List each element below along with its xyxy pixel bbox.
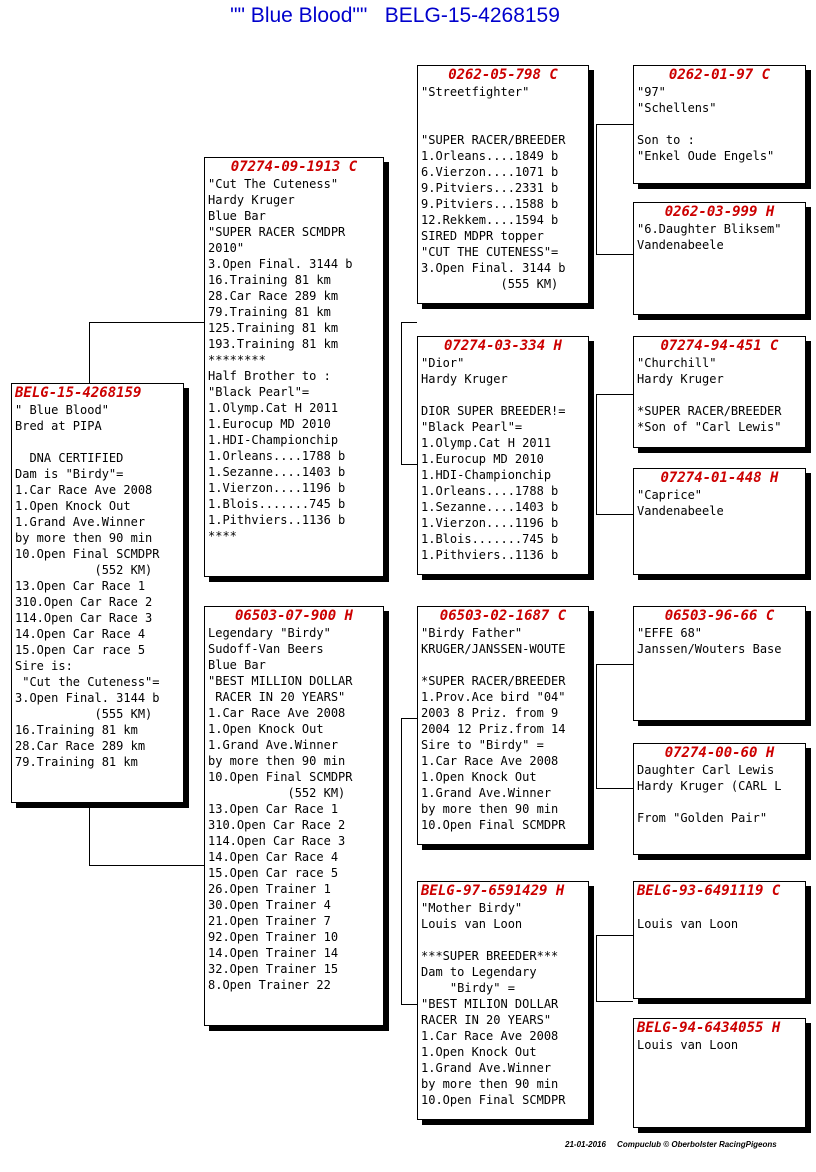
pedigree-card-ddd [633,1018,806,1128]
pedigree-line: (552 KM) [15,563,153,577]
pedigree-line: "Dior" [421,356,465,370]
pedigree-line: 1.Grand Ave.Winner [15,515,146,529]
pedigree-line: "6.Daughter Bliksem" [637,222,782,236]
connector-line [89,865,204,866]
pedigree-line: 1.Car Race Ave 2008 [15,483,153,497]
pedigree-line: 1.Open Knock Out [421,770,537,784]
pedigree-notes [634,1037,805,1053]
connector-line [401,464,417,465]
ring-number: 0262-01-97 C [668,67,771,83]
ring-number: 06503-02-1687 C [439,608,567,624]
pedigree-line [421,387,588,403]
pedigree-line: ***SUPER BREEDER*** [421,949,559,963]
pedigree-line: 1.Blois.......745 b [208,497,346,511]
pedigree-line: 1.Sezanne....1403 b [208,465,346,479]
pedigree-line: 79.Training 81 km [15,755,138,769]
pedigree-line: 13.Open Car Race 1 [15,579,146,593]
pedigree-line: "Churchill" [637,356,717,370]
pedigree-line: Blue Bar [208,209,266,223]
pedigree-line: 12.Rekkem....1594 b [421,213,559,227]
pedigree-line: 1.HDI-Championchip [208,433,339,447]
pedigree-line: Daughter Carl Lewis [637,763,775,777]
pedigree-line: 16.Training 81 km [208,273,331,287]
pedigree-line: "Caprice" [637,488,703,502]
pedigree-notes [634,84,805,164]
pedigree-line: Vandenabeele [637,238,724,252]
pedigree-notes [634,221,805,253]
pedigree-line: Dam is "Birdy"= [15,467,124,481]
pedigree-line: 14.Open Car Race 4 [208,850,339,864]
pedigree-line: 193.Training 81 km [208,337,339,351]
connector-line [596,935,597,1001]
pedigree-notes [418,84,588,292]
connector-line [596,1001,633,1002]
pedigree-card-dam-dam [417,881,589,1120]
pedigree-line: (552 KM) [208,786,346,800]
connector-line [596,124,597,254]
pedigree-line [421,100,588,116]
pedigree-line: 1.Vierzon....1196 b [208,481,346,495]
pedigree-line: RACER IN 20 YEARS" [421,1013,552,1027]
pedigree-line: 3.Open Final. 3144 b [208,257,353,271]
connector-line [89,322,204,323]
connector-line [596,664,597,788]
pedigree-line: Dam to Legendary [421,965,537,979]
pedigree-line: 1.Grand Ave.Winner [421,1061,552,1075]
pedigree-card-sire-sire [417,65,589,304]
pedigree-line: DNA CERTIFIED [15,451,124,465]
pedigree-line: 6.Vierzon....1071 b [421,165,559,179]
pedigree-line: 21.Open Trainer 7 [208,914,331,928]
pedigree-line: "Black Pearl"= [208,385,310,399]
pedigree-card-sire-dam [417,336,589,575]
ring-number: BELG-97-6591429 H [421,883,565,899]
pedigree-line: From "Golden Pair" [637,811,768,825]
pedigree-line: Vandenabeele [637,504,724,518]
pedigree-line: 10.Open Final SCMDPR [15,547,160,561]
connector-line [596,394,633,395]
pedigree-line: 114.Open Car Race 3 [15,611,153,625]
ring-number: BELG-15-4268159 [15,385,142,401]
pedigree-line: 10.Open Final SCMDPR [421,1093,566,1107]
pedigree-card-subject [11,383,184,803]
pedigree-card-sdd [633,468,806,575]
pedigree-line: 32.Open Trainer 15 [208,962,339,976]
connector-line [596,788,633,789]
pedigree-line: 13.Open Car Race 1 [208,802,339,816]
pedigree-line [421,932,588,948]
connector-line [401,718,402,1004]
pedigree-line: 1.Sezanne....1403 b [421,500,559,514]
pedigree-line: *SUPER RACER/BREEDER [421,674,566,688]
pedigree-line: Hardy Kruger [208,193,295,207]
pedigree-card-ssd [633,202,806,315]
pedigree-line: DIOR SUPER BREEDER!= [421,404,566,418]
pedigree-notes [418,625,588,833]
ring-number: 07274-09-1913 C [230,159,358,175]
pedigree-line: "SUPER RACER SCMDPR [208,225,346,239]
pedigree-notes [634,487,805,519]
ring-number: 0262-05-798 C [448,67,558,83]
pedigree-line [637,387,805,403]
pedigree-line: 1.Orleans....1788 b [421,484,559,498]
pedigree-line: "Cut The Cuteness" [208,177,339,191]
pedigree-line: Hardy Kruger [421,372,508,386]
pedigree-line: 30.Open Trainer 4 [208,898,331,912]
pedigree-line: "CUT THE CUTENESS"= [421,245,559,259]
pedigree-line: 10.Open Final SCMDPR [208,770,353,784]
pedigree-line: Son to : [637,133,695,147]
pedigree-line: Hardy Kruger (CARL L [637,779,782,793]
pedigree-line: 15.Open Car race 5 [15,643,146,657]
pedigree-line: 125.Training 81 km [208,321,339,335]
pedigree-line: 1.Olymp.Cat H 2011 [208,401,339,415]
pedigree-line: **** [208,529,237,543]
pedigree-line: 10.Open Final SCMDPR [421,818,566,832]
pedigree-line: 1.HDI-Championchip [421,468,552,482]
pedigree-line: (555 KM) [421,277,559,291]
ring-number: 07274-01-448 H [660,470,779,486]
connector-line [596,124,633,125]
pedigree-card-dds [633,881,806,999]
pedigree-line: Legendary "Birdy" [208,626,331,640]
pedigree-notes [205,625,383,993]
pedigree-line: "97" [637,85,666,99]
pedigree-line: 1.Orleans....1849 b [421,149,559,163]
pedigree-line: 1.Eurocup MD 2010 [208,417,331,431]
pedigree-line [637,794,805,810]
connector-line [596,514,633,515]
pedigree-line: "Birdy Father" [421,626,523,640]
pedigree-line: 3.Open Final. 3144 b [15,691,160,705]
pedigree-line: Half Brother to : [208,369,331,383]
pedigree-line: Louis van Loon [637,1038,739,1052]
connector-line [596,254,633,255]
pedigree-line: Blue Bar [208,658,266,672]
connector-line [89,322,90,384]
pedigree-line: by more then 90 min [208,754,346,768]
connector-line [401,322,402,464]
pedigree-card-sire [204,157,384,577]
pedigree-line: 1.Pithviers..1136 b [421,548,559,562]
pedigree-line: 1.Prov.Ace bird "04" [421,690,566,704]
pedigree-card-dam [204,606,384,1026]
pedigree-line: 9.Pitviers...1588 b [421,197,559,211]
pedigree-line: 28.Car Race 289 km [208,289,339,303]
pedigree-line: SIRED MDPR topper [421,229,544,243]
pedigree-line: 310.Open Car Race 2 [208,818,346,832]
pedigree-line: (555 KM) [15,707,153,721]
pedigree-line [637,116,805,132]
pedigree-line: RACER IN 20 YEARS" [208,690,346,704]
pedigree-line: "SUPER RACER/BREEDER [421,133,566,147]
pedigree-line: 1.Blois.......745 b [421,532,559,546]
pedigree-line: *Son of "Carl Lewis" [637,420,782,434]
pedigree-line: "Enkel Oude Engels" [637,149,775,163]
pedigree-line: "BEST MILION DOLLAR [421,997,559,1011]
pedigree-line: 1.Grand Ave.Winner [421,786,552,800]
pedigree-line: 1.Pithviers..1136 b [208,513,346,527]
pedigree-notes [418,900,588,1108]
pedigree-card-sss [633,65,806,184]
pedigree-line: "Mother Birdy" [421,901,523,915]
pedigree-notes [634,625,805,657]
pedigree-line: 15.Open Car race 5 [208,866,339,880]
pedigree-line: Sire is: [15,659,73,673]
pedigree-line: Sire to "Birdy" = [421,738,544,752]
pedigree-line: "EFFE 68" [637,626,703,640]
pedigree-line: *SUPER RACER/BREEDER [637,404,782,418]
pedigree-line: 1.Grand Ave.Winner [208,738,339,752]
pedigree-line: KRUGER/JANSSEN-WOUTE [421,642,566,656]
ring-number: 07274-00-60 H [664,745,775,761]
pedigree-line: 1.Car Race Ave 2008 [208,706,346,720]
ring-number: 07274-03-334 H [443,338,562,354]
pedigree-line: "Streetfighter" [421,85,530,99]
pedigree-notes [12,402,183,770]
pedigree-notes [634,355,805,435]
pedigree-line: "Schellens" [637,101,717,115]
pedigree-line: 1.Car Race Ave 2008 [421,1029,559,1043]
pedigree-line: by more then 90 min [15,531,153,545]
pedigree-line: " Blue Blood" [15,403,109,417]
pedigree-line: "Birdy" = [421,981,515,995]
pedigree-line: Bred at PIPA [15,419,102,433]
pedigree-line [421,657,588,673]
pedigree-line: Louis van Loon [637,917,739,931]
pedigree-line: "Cut the Cuteness"= [15,675,160,689]
pedigree-card-dsd [633,743,806,855]
pedigree-line: 3.Open Final. 3144 b [421,261,566,275]
pedigree-line: 310.Open Car Race 2 [15,595,153,609]
pedigree-line: 16.Training 81 km [15,723,138,737]
connector-line [596,664,633,665]
pedigree-notes [418,355,588,563]
ring-number: 0262-03-999 H [664,204,775,220]
pedigree-line: 8.Open Trainer 22 [208,978,331,992]
pedigree-card-sds [633,336,806,448]
pedigree-line: 28.Car Race 289 km [15,739,146,753]
pedigree-line [637,900,805,916]
ring-number: BELG-94-6434055 H [637,1020,781,1036]
pedigree-line [15,434,183,450]
pedigree-notes [634,900,805,932]
pedigree-notes [205,176,383,544]
pedigree-line: 26.Open Trainer 1 [208,882,331,896]
ring-number: 06503-07-900 H [234,608,353,624]
connector-line [401,718,417,719]
pedigree-line: ******** [208,353,266,367]
ring-number: 07274-94-451 C [660,338,779,354]
connector-line [401,322,417,323]
pedigree-line: 114.Open Car Race 3 [208,834,346,848]
pedigree-card-dss [633,606,806,721]
pedigree-line: "BEST MILLION DOLLAR [208,674,353,688]
pedigree-line: 79.Training 81 km [208,305,331,319]
pedigree-line: 92.Open Trainer 10 [208,930,339,944]
pedigree-line: "Black Pearl"= [421,420,523,434]
pedigree-line: 1.Olymp.Cat H 2011 [421,436,552,450]
pedigree-line: 14.Open Trainer 14 [208,946,339,960]
connector-line [596,935,633,936]
pedigree-line: 1.Vierzon....1196 b [421,516,559,530]
connector-line [596,394,597,514]
pedigree-notes [634,762,805,826]
pedigree-line: 1.Open Knock Out [208,722,324,736]
ring-number: BELG-93-6491119 C [637,883,781,899]
pedigree-line: 2003 8 Priz. from 9 [421,706,559,720]
pedigree-line: Janssen/Wouters Base [637,642,782,656]
connector-line [401,1004,417,1005]
footer-credit: 21-01-2016 Compuclub © Oberbolster RacingPigeons [565,1140,777,1149]
pedigree-line: 2010" [208,241,245,255]
pedigree-line: 1.Eurocup MD 2010 [421,452,544,466]
pedigree-line: 9.Pitviers...2331 b [421,181,559,195]
pedigree-line: 2004 12 Priz.from 14 [421,722,566,736]
pedigree-line: Louis van Loon [421,917,523,931]
pedigree-line: 1.Orleans....1788 b [208,449,346,463]
pedigree-line: 1.Open Knock Out [421,1045,537,1059]
connector-line [89,803,90,865]
page-title: "" Blue Blood"" BELG-15-4268159 [230,4,560,27]
pedigree-line: 14.Open Car Race 4 [15,627,146,641]
pedigree-line [421,116,588,132]
pedigree-card-dam-sire [417,606,589,845]
pedigree-line: Sudoff-Van Beers [208,642,324,656]
pedigree-line: by more then 90 min [421,802,559,816]
pedigree-line: 1.Car Race Ave 2008 [421,754,559,768]
pedigree-line: by more then 90 min [421,1077,559,1091]
pedigree-line: 1.Open Knock Out [15,499,131,513]
pedigree-line: Hardy Kruger [637,372,724,386]
ring-number: 06503-96-66 C [664,608,775,624]
